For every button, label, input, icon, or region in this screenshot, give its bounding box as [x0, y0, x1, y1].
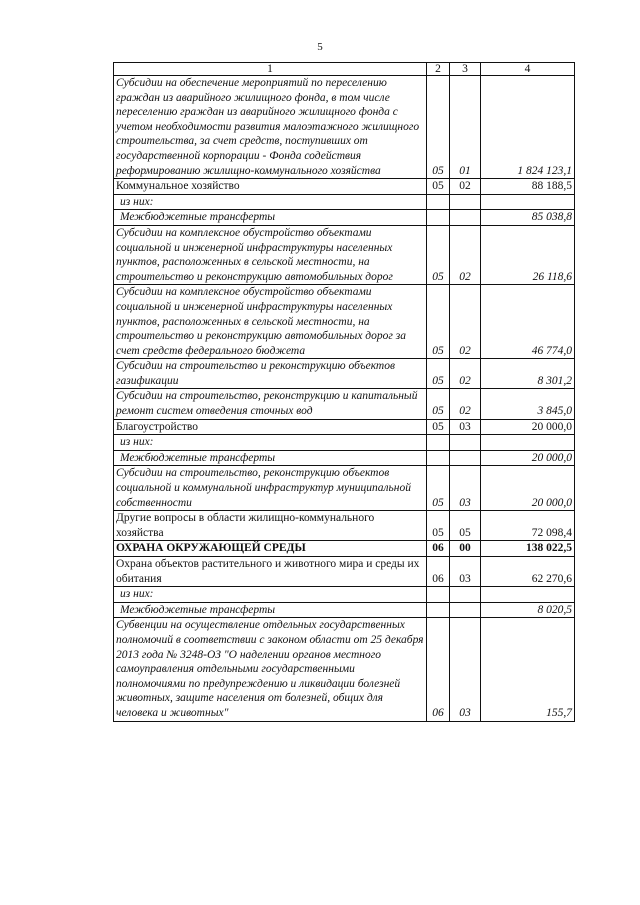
row-name-cell: ОХРАНА ОКРУЖАЮЩЕЙ СРЕДЫ — [114, 541, 427, 557]
row-name-cell: Субсидии на комплексное обустройство объектами социальной и инженерной инфраструктуры населенных пунктов, расположенных в сельской местности, на строительство и реконструкцию автомобильных дорог за счет средств федерального бюджета — [114, 285, 427, 359]
row-amount-cell: 20 000,0 — [481, 419, 575, 435]
row-section-code: 05 — [427, 466, 450, 511]
row-amount-cell: 155,7 — [481, 618, 575, 721]
row-amount-cell: 88 188,5 — [481, 179, 575, 195]
row-subsection-code: 03 — [450, 618, 481, 721]
row-subsection-code: 03 — [450, 419, 481, 435]
row-subsection-code — [450, 602, 481, 618]
table-row — [114, 450, 575, 466]
row-section-code: 05 — [427, 359, 450, 389]
row-amount-cell: 62 270,6 — [481, 557, 575, 587]
row-name-cell: Благоустройство — [114, 419, 427, 435]
row-section-code: 06 — [427, 618, 450, 721]
row-section-code: 05 — [427, 389, 450, 419]
table-row — [114, 587, 575, 603]
row-name-cell: Субвенции на осуществление отдельных государственных полномочий в соответствии с законом области от 25 декабря 2013 года № 3248-ОЗ "О наделении органов местного самоуправления отдельными государственными полномочиями по предупреждению и ликвидации болезней животных, защите населения от болезней, общих для человека и животных" — [114, 618, 427, 721]
table-row — [114, 359, 575, 389]
row-subsection-code: 02 — [450, 225, 481, 284]
row-subsection-code: 02 — [450, 179, 481, 195]
row-section-code: 05 — [427, 285, 450, 359]
row-amount-cell: 85 038,8 — [481, 210, 575, 226]
row-section-code: 05 — [427, 511, 450, 541]
row-section-code: 06 — [427, 541, 450, 557]
page-number: 5 — [317, 41, 323, 53]
row-name-cell: Субсидии на строительство, реконструкцию и капитальный ремонт систем отведения сточных вод — [114, 389, 427, 419]
table-row — [114, 210, 575, 226]
row-section-code: 06 — [427, 557, 450, 587]
row-subsection-code — [450, 194, 481, 210]
row-subsection-code: 01 — [450, 76, 481, 179]
table-row — [114, 618, 575, 721]
row-subsection-code — [450, 450, 481, 466]
row-section-code: 05 — [427, 225, 450, 284]
table-header-row — [114, 63, 575, 76]
row-subsection-code: 00 — [450, 541, 481, 557]
table-row — [114, 511, 575, 541]
row-subsection-code: 03 — [450, 557, 481, 587]
table-row — [114, 179, 575, 195]
row-amount-cell — [481, 194, 575, 210]
row-subsection-code: 05 — [450, 511, 481, 541]
row-subsection-code: 02 — [450, 285, 481, 359]
row-section-code — [427, 210, 450, 226]
row-section-code — [427, 450, 450, 466]
row-amount-cell: 26 118,6 — [481, 225, 575, 284]
row-section-code — [427, 194, 450, 210]
row-name-cell: Межбюджетные трансферты — [114, 210, 427, 226]
row-name-cell: Коммунальное хозяйство — [114, 179, 427, 195]
row-name-cell: из них: — [114, 587, 427, 603]
row-name-cell: из них: — [114, 194, 427, 210]
budget-table — [113, 62, 575, 722]
row-subsection-code — [450, 435, 481, 451]
table-row — [114, 419, 575, 435]
row-section-code — [427, 587, 450, 603]
table-row — [114, 557, 575, 587]
row-amount-cell: 72 098,4 — [481, 511, 575, 541]
header-col-3: 3 — [450, 63, 481, 76]
row-subsection-code: 02 — [450, 359, 481, 389]
row-amount-cell: 8 301,2 — [481, 359, 575, 389]
row-amount-cell: 20 000,0 — [481, 450, 575, 466]
row-amount-cell: 8 020,5 — [481, 602, 575, 618]
row-section-code — [427, 435, 450, 451]
row-amount-cell — [481, 587, 575, 603]
row-subsection-code: 03 — [450, 466, 481, 511]
row-section-code: 05 — [427, 179, 450, 195]
table-row — [114, 389, 575, 419]
row-section-code: 05 — [427, 419, 450, 435]
row-name-cell: Субсидии на строительство и реконструкцию объектов газификации — [114, 359, 427, 389]
row-section-code — [427, 602, 450, 618]
row-subsection-code — [450, 587, 481, 603]
header-col-2: 2 — [427, 63, 450, 76]
row-section-code: 05 — [427, 76, 450, 179]
table-row — [114, 602, 575, 618]
table-row — [114, 541, 575, 557]
row-amount-cell: 46 774,0 — [481, 285, 575, 359]
table-body — [114, 76, 575, 722]
table-row — [114, 466, 575, 511]
table-row — [114, 435, 575, 451]
table-row — [114, 194, 575, 210]
row-subsection-code: 02 — [450, 389, 481, 419]
row-name-cell: Субсидии на комплексное обустройство объектами социальной и инженерной инфраструктуры населенных пунктов, расположенных в сельской местности, на строительство и реконструкцию автомобильных дорог — [114, 225, 427, 284]
row-amount-cell: 138 022,5 — [481, 541, 575, 557]
row-amount-cell: 1 824 123,1 — [481, 76, 575, 179]
row-name-cell: из них: — [114, 435, 427, 451]
table-row — [114, 76, 575, 179]
row-name-cell: Межбюджетные трансферты — [114, 602, 427, 618]
table-row — [114, 285, 575, 359]
row-amount-cell — [481, 435, 575, 451]
row-amount-cell: 3 845,0 — [481, 389, 575, 419]
header-col-1: 1 — [114, 63, 427, 76]
row-name-cell: Охрана объектов растительного и животного мира и среды их обитания — [114, 557, 427, 587]
header-col-4: 4 — [481, 63, 575, 76]
row-amount-cell: 20 000,0 — [481, 466, 575, 511]
row-name-cell: Субсидии на обеспечение мероприятий по переселению граждан из аварийного жилищного фонда, в том числе переселению граждан из аварийного жилищного фонда с учетом необходимости развития малоэтажного жилищного строительства, за счет средств, поступивших от государственной корпорации - Фонда содействия реформированию жилищно-коммунального хозяйства — [114, 76, 427, 179]
row-name-cell: Другие вопросы в области жилищно-коммунального хозяйства — [114, 511, 427, 541]
table-row — [114, 225, 575, 284]
row-name-cell: Субсидии на строительство, реконструкцию объектов социальной и коммунальной инфраструктур муниципальной собственности — [114, 466, 427, 511]
row-subsection-code — [450, 210, 481, 226]
row-name-cell: Межбюджетные трансферты — [114, 450, 427, 466]
